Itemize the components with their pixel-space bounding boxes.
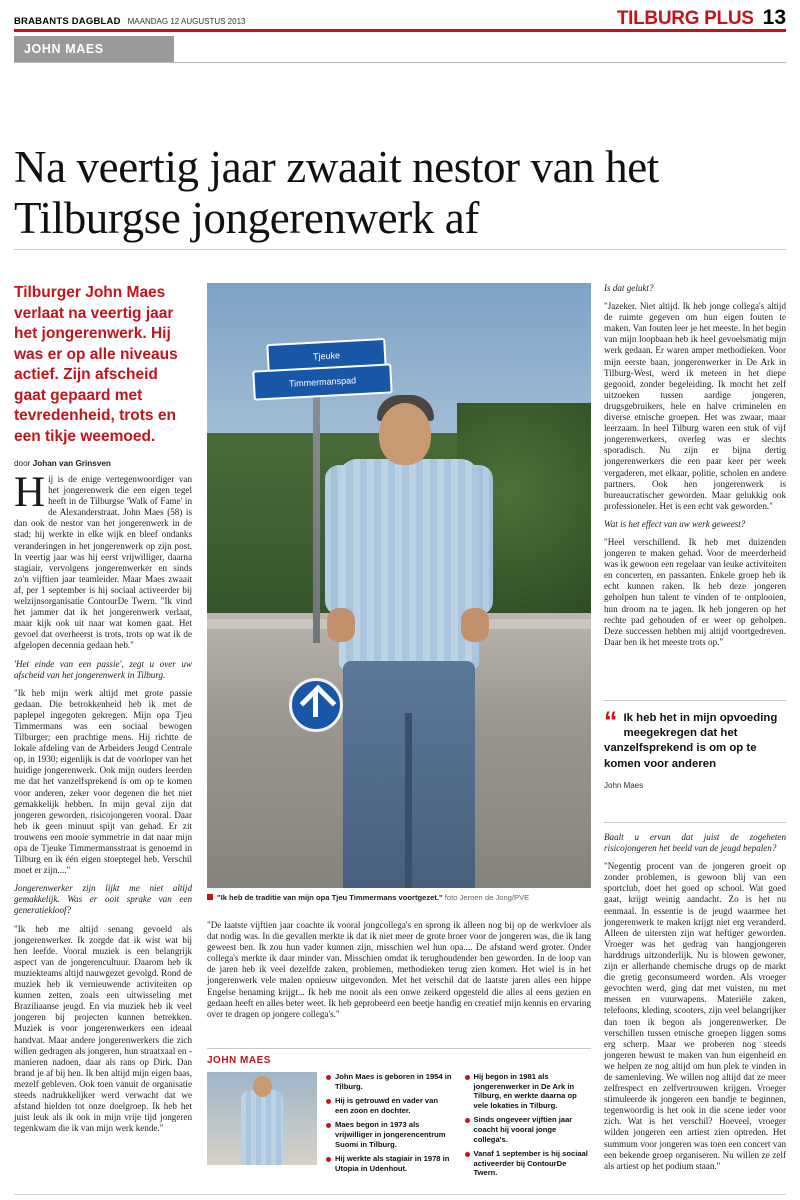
paper-name: BRABANTS DAGBLAD (14, 16, 121, 27)
fact-box-column-right (465, 1072, 592, 1183)
kicker-label: JOHN MAES (24, 42, 104, 56)
kicker-bar (14, 36, 174, 62)
list-item: John Maes is geboren in 1954 in Tilburg. (326, 1072, 453, 1091)
column-right (604, 283, 786, 648)
question: Wat is het effect van uw werk geweest? (604, 518, 746, 529)
traffic-sign-icon (289, 678, 343, 732)
quote-mark-icon: “ (604, 706, 618, 736)
street-sign-line2: Timmermanspad (252, 363, 392, 400)
square-bullet-icon (207, 894, 213, 900)
photo-subject-shirt (339, 459, 479, 669)
column-right-body-2 (604, 832, 786, 1172)
fact-photo-subject-head (253, 1076, 272, 1097)
fact-box (207, 1048, 591, 1195)
byline (14, 459, 192, 468)
bottom-rule (14, 1194, 786, 1195)
fact-list-left (326, 1072, 453, 1173)
standfirst: Tilburger John Maes verlaat na veertig jaar het jongerenwerk. Hij was er op alle niveaus actief. Zijn afscheid gaat gepaard met tevredenheid, trots en een tikje weemoed. (14, 284, 178, 445)
question: Baalt u ervan dat juist de zogeheten risicojongeren het beeld van de jeugd bepalen? (604, 832, 786, 854)
list-item: Hij werkte als stagiair in 1978 in Utopia in Udenhout. (326, 1154, 453, 1173)
byline-author: Johan van Grinsven (32, 459, 111, 468)
column-left (14, 283, 192, 1134)
photo-credit: foto Jeroen de Jong/PVE (444, 893, 530, 902)
paragraph: "Negentig procent van de jongeren groeit op zonder problemen, is gewoon blij van een sportclub, doet het goed op school. Wat goed gaat, krijgt weinig aandacht. Zo is het nu eenmaal. In essentie is de jeugd waarmee het jongerenwerk te maken krijgt niet erg veranderd. Alleen de uitersten zijn wat heftiger geworden. Vroeger was het gedrag van hangjongeren harddrugs uitzonderlijk. Nu is blowen gewoner, zijn er allerhande chemische drugs op de markt die gretig geconsumeerd worden. Als vroeger gevochten werd, ging dat met vuisten, nu met messen en vuurwapens. Materiële zaken, telefoons, kleding, scooters, zijn veel belangrijker dan toen ik begon als jongerenwerker. De verschillen tussen etnische groepen liggen soms erg scherp. Maar we proberen nog steeds jongeren bewust te maken van hun eigenheid en we helpen ze nog altijd om hun plek te vinden in de samenleving. We willen nog altijd dat ze meer zelfrespect en zelfvertrouwen krijgen. Vroeger stimuleerde ik jongeren een bandje te beginnen, tegenwoordig is het ook in die scene ieder voor zich. Wat is het verschil? Hoeveel, vroeger wilden jongeren een artiest zien optreden. Het summum voor jongeren was toen een concert van een bekende groep organiseren. Nu willen ze zelf als artiest op het podium staan." (604, 861, 786, 1171)
street-sign-line1: Tjeuke (266, 338, 386, 374)
question: Is dat gelukt? (604, 283, 654, 293)
masthead-rule (14, 29, 786, 32)
caption-quote: "Ik heb de traditie van mijn opa Tjeu Timmermans voortgezet." (217, 893, 443, 902)
column-center (207, 920, 591, 1020)
masthead-right (617, 6, 786, 30)
headline-rule (14, 249, 786, 250)
fact-box-inner (207, 1072, 591, 1183)
list-item: Hij is getrouwd en vader van een zoon en dochter. (326, 1096, 453, 1115)
column-left-body (14, 469, 192, 1134)
list-item: Maes begon in 1973 als vrijwilliger in jongerencentrum Suomi in Tilburg. (326, 1120, 453, 1149)
list-item: Sinds ongeveer vijftien jaar coacht hij vooral jonge collega's. (465, 1115, 592, 1144)
pull-quote-rule (604, 822, 786, 823)
photo-subject-leg-split (405, 713, 412, 888)
pull-quote-attribution: John Maes (604, 780, 644, 790)
byline-prefix: door (14, 459, 33, 468)
photo-caption (207, 893, 591, 902)
fact-photo-subject (241, 1090, 283, 1165)
list-item: Vanaf 1 september is hij sociaal activeerder bij ContourDe Twern. (465, 1149, 592, 1178)
paragraph: "Ik heb me altijd senang gevoeld als jongerenwerker. Ik zorgde dat ik wist wat bij hen leefde. Vooral muziek is een belangrijk aspect van de jongerencultuur. Daarom heb ik muziekteams altijd nauwgezet gevolgd. Rond de muziek heb ik vernieuwende activiteiten op kunnen zetten, zoals een uitwisseling met Braziliaanse jeugd. En via muziek heb ik veel jongeren bij projecten kunnen betrekken. Muziek is voor jongerenwerkers een ideaal handvat. Maar andere jongerenwerkers die zich willen gedragen als jongeren, hun straatxaal en -manieren nadoen, daar als rans op Dirk. Dan brand je af bij hen. Ik ben altijd mijn eigen baas, mezelf gebleven. Ook toen vanuit de organisatie steeds nadrukkelijker werd verwacht dat we afstand hielden tot onze doelgroep. Ik heb het juist leuk als ik ook in mijn vrije tijd jongeren tegenkwam die ik van mijn werk kende." (14, 923, 192, 1134)
issue-date: MAANDAG 12 AUGUSTUS 2013 (127, 17, 246, 26)
photo-subject-head (379, 403, 431, 465)
paragraph: Hij is de enige vertegenwoordiger van het jongerenwerk die een eigen tegel heeft in de Tilburgse 'Walk of Fame' in de Alexanderstraat. John Maes (58) is dan ook de nestor van het jongerenwerk in de stad; hij werkte in elke wijk en bleef ondanks veranderingen in het jongerenwerk op zijn post. In veertig jaar was hij eerst vrijwilliger, daarna stagiair, vervolgens jongerenwerker en sinds zo'n vijftien jaar teamleider. Maar Maes zwaait af, per 1 september is hij sociaal activeerder bij welzijnsorganisatie ContourDe Twern. "Ik vind het jammer dat ik het jongerenwerk verlaat, maar kijk ook uit naar wat komen gaat. Het gevoel dat overheerst is trots, trots op wat ik de afgelopen decennia gedaan heb." (14, 469, 192, 651)
fact-box-columns (326, 1072, 591, 1183)
page-number: 13 (762, 6, 786, 29)
column-center-body (207, 920, 591, 1020)
paragraph: "Heel verschillend. Ik heb met duizenden jongeren te maken gehad. Voor de meerderheid was ik gewoon een regelaar van leuke activiteiten en concerten, en passanten. Enkele groep heb ik echt kunnen raken. Ik heb deze jongeren geholpen hun talent te vinden of te ontplooien, hun droom na te jagen. Ik heb jongeren op het rechte pad gehouden of er weer op geholpen. Deze successen hebben mij altijd voortgedreven. Daar ben ik het meeste trots op." (604, 536, 786, 647)
paragraph: "Jazeker. Niet altijd. Ik heb jonge collega's altijd de ruimte gegeven om hun eigen fouten te maken. Van fouten leer je het meeste. In het begin van mijn loopbaan heb ik heel gevoelsmatig mijn werk gedaan. Er waren amper methodieken. Voor mijn eerste baan, jongerenwerker in De Ark in Tilburg-West, werd ik meteen in het diepe gegooid, zonder begeleiding. Ik mocht het zelf uitzoeken tussen aardige jongeren, drugsgebruikers, hele en halve criminelen en diverse etnische groepen. Het was zwaar, maar leerzaam. In heel Tilburg waren een stuk of vijf jongerenwerkers, overleg was er slechts sporadisch. Nu zijn er bijna dertig jongerenwerkers die een paar keer per week vergaderen, met elkaar, politie, scholen en andere partners. Ook hen jongerenwerk is bureaucratischer geworden. Maar gelukkig ook professioneler. Het is een echt vak geworden." (604, 301, 786, 511)
question: Jongerenwerker zijn lijkt me niet altijd gemakkelijk. Was er ooit sprake van een generatiekloof? (14, 883, 192, 916)
page-title: Na veertig jaar zwaait nestor van het Tilburgse jongerenwerk af (14, 142, 659, 244)
pull-quote-text: Ik heb het in mijn opvoeding meegekregen dat het vanzelfsprekend is om op te komen voor anderen (604, 712, 778, 770)
section-title: TILBURG PLUS (616, 8, 754, 29)
question: 'Het einde van een passie', zegt u over uw afscheid van het jongerenwerk in Tilburg. (14, 658, 192, 680)
paragraph: "Ik heb mijn werk altijd met grote passie gedaan. Die betrokkenheid heb ik met de paplepel ingegoten gekregen. Mijn opa Tjeu Timmermans was een sociaal bewogen Tilburger; een prachtige mens. Hij richtte de lokale afdeling van de Arbeiders Jeugd Centrale op, in 1930; eigenlijk is dat de voorloper van het huidige jongerenwerk. Ook mijn ouders leerden me dat het vanzelfsprekend is om op te komen voor anderen, zeker voor degenen die het niet gemakkelijk hebben. In mijn geval zijn dat jongeren geworden, risicojongeren vooral. Daar heb ik geen minuut spijt van gehad. Er zit trouwens een mooie symmetrie in dat naar mijn opa de Tjeuke Timmermansstraat is genoemd in Tilburg en ik één eigen stoeptegel heb. Verschil moet er zijn...." (14, 687, 192, 876)
fact-box-title: JOHN MAES (207, 1055, 271, 1066)
masthead (14, 6, 786, 28)
paragraph: "De laatste vijftien jaar coachte ik vooral jongcollega's en sprong ik alleen nog bij op de werkvloer als dat nodig was. In die gevallen merkte ik dat ik niet meer de grote broer voor de jongeren was, die ik lang geweest ben. Ik zou hun vader kunnen zijn, misschien wel hun opa.... De afstand werd groter. Onder collega's merkte ik daar minder van. Misschien omdat ik terughoudender ben geworden. In de loop van de jaren heb ik veel dezelfde zaken, problemen, methodieken terug zien komen. Het wiel is in het jongerenwerk vele malen opnieuw uitgevonden. Met het verschil dat de laatste jaren alles een hippe Engelse benaming krijgt... Ik heb me nooit als een onwe zeikerd opgesteld die alles al eens gezien en gedaan heeft en alles beter weet. Ik heb geprobeerd een beetje handig en creatief mijn kennis en ervaring over te dragen op jongere collega's." (207, 920, 591, 1019)
fact-box-column-left (326, 1072, 453, 1183)
photo-subject-hand-right (461, 608, 489, 642)
pull-quote (604, 700, 786, 790)
photo-subject-hand-left (327, 608, 355, 642)
list-item: Hij begon in 1981 als jongerenwerker in De Ark in Tilburg, en werkte daarna op vele lokaties in Tilburg. (465, 1072, 592, 1110)
column-right-continued (604, 832, 786, 1172)
column-right-body (604, 283, 786, 648)
kicker-rule (14, 62, 786, 63)
main-photo (207, 283, 591, 888)
fact-box-photo (207, 1072, 317, 1165)
fact-list-right (465, 1072, 592, 1178)
